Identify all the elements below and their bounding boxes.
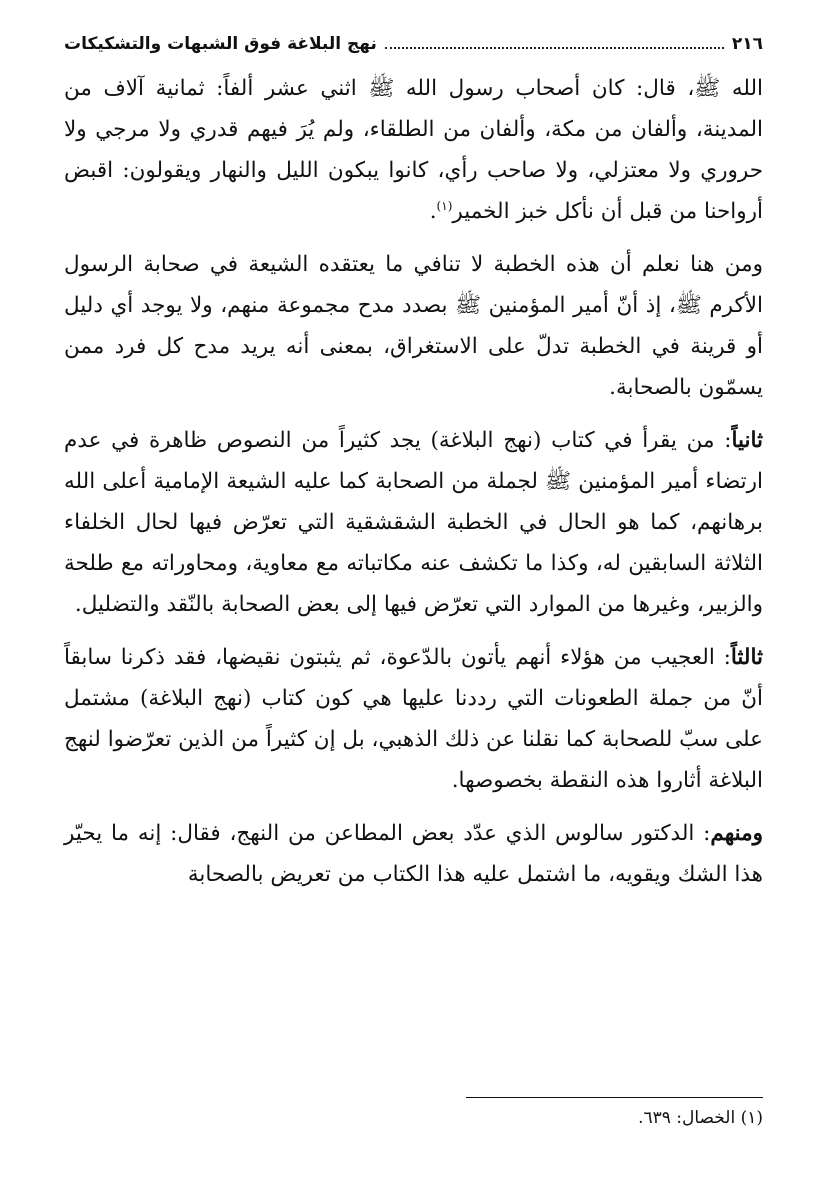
page-number: ٢١٦: [731, 34, 763, 54]
paragraph-4: [64, 637, 763, 801]
paragraph-1-text: الله ﷺ، قال: كان أصحاب رسول الله ﷺ اثني عشر ألفاً: ثمانية آلاف من المدينة، وألفان من مكة، وألفان من الطلقاء، ولم يُرَ فيهم قدري ولا مرجي ولا حروري ولا معتزلي، ولا صاحب رأي، كانوا يبكون الليل والنهار ويقولون: اقبض أرواحنا من قبل أن نأكل خبز الخمير: [64, 76, 763, 224]
paragraph-4-text: : العجيب من هؤلاء أنهم يأتون بالدّعوة، ثم يثبتون نقيضها، فقد ذكرنا سابقاً أنّ من جملة الطعونات التي رددنا عليها هي كون كتاب (نهج البلاغة) مشتمل على سبّ للصحابة كما نقلنا عن ذلك الذهبي، بل إن كثيراً من الذين تعرّضوا لنهج البلاغة أثاروا هذه النقطة بخصوصها.: [64, 645, 763, 793]
footnote-reference: (١): [436, 198, 453, 213]
book-title: نهج البلاغة فوق الشبهات والتشكيكات: [64, 34, 377, 54]
paragraph-2: ومن هنا نعلم أن هذه الخطبة لا تنافي ما يعتقده الشيعة في صحابة الرسول الأكرم ﷺ، إذ أنّ أمير المؤمنين ﷺ بصدد مدح مجموعة منهم، ولا يوجد أي دليل أو قرينة في الخطبة تدلّ على الاستغراق، بمعنى أنه يريد مدح كل فرد ممن يسمّون بالصحابة.: [64, 252, 764, 400]
paragraph-4-lead: ثالثاً: [730, 645, 763, 670]
paragraph-5-lead: ومنهم: [710, 821, 763, 846]
footnote-separator: [466, 1097, 763, 1098]
paragraph-3: [64, 420, 763, 625]
paragraph-3-lead: ثانياً: [731, 428, 763, 453]
paragraph-3-text: : من يقرأ في كتاب (نهج البلاغة) يجد كثيراً من النصوص ظاهرة في عدم ارتضاء أمير المؤمنين ﷺ لجملة من الصحابة كما عليه الشيعة الإمامية أعلى الله برهانهم، كما هو الحال في الخطبة الشقشقية التي تعرّض فيها لحال الخلفاء الثلاثة السابقين له، وكذا ما تكشف عنه مكاتباته مع معاوية، ومحاوراته مع طلحة والزبير، وغيرها من الموارد التي تعرّض فيها إلى بعض الصحابة بالنّقد والتضليل.: [64, 428, 763, 617]
paragraph-1: [64, 68, 763, 232]
running-header: [64, 28, 763, 54]
paragraph-5-text: : الدكتور سالوس الذي عدّد بعض المطاعن من النهج، فقال: إنه ما يحيّر هذا الشك ويقويه، ما اشتمل عليه هذا الكتاب من تعريض بالصحابة: [64, 821, 763, 887]
paragraph-5: [64, 813, 763, 895]
header-dotted-leader: [385, 47, 724, 49]
page: [64, 28, 763, 907]
paragraph-1-end: .: [429, 199, 437, 224]
page-body: [64, 68, 763, 895]
footnote: (١) الخصال: ٦٣٩.: [638, 1108, 763, 1128]
